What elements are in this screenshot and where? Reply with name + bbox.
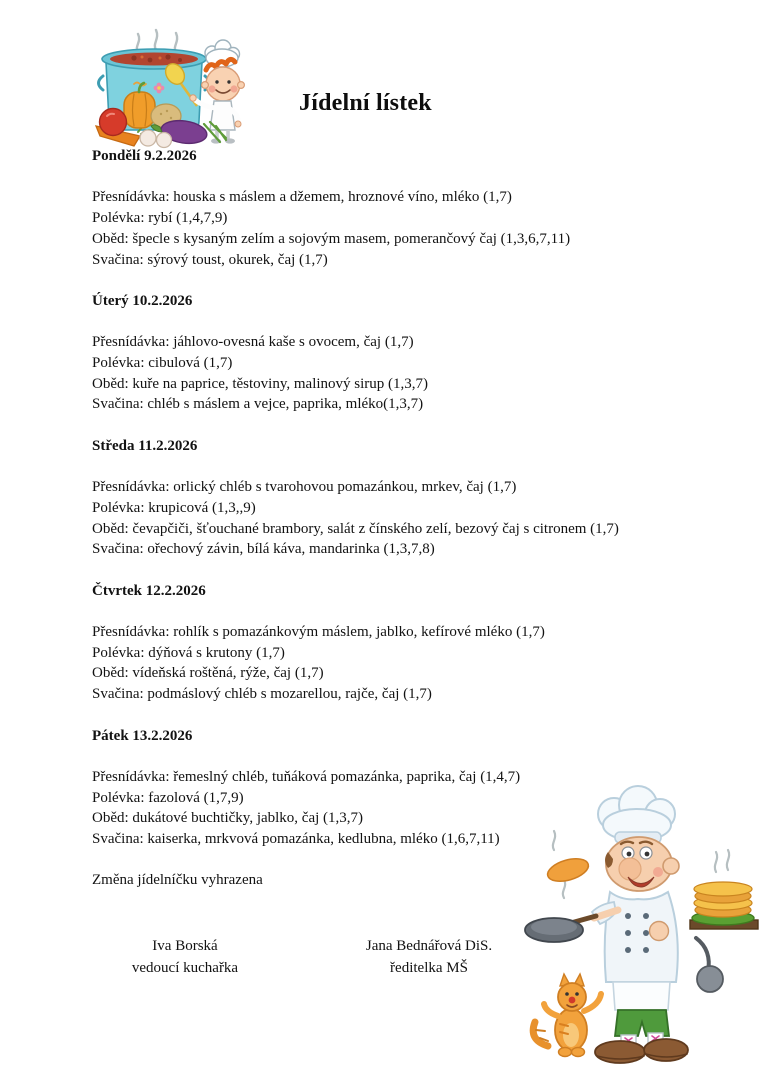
menu-line: Přesnídávka: houska s máslem a džemem, hroznové víno, mléko (1,7) — [92, 189, 512, 206]
day-heading: Pondělí 9.2.2026 — [92, 148, 197, 164]
soup-pot-child-chef-illustration — [84, 26, 250, 149]
menu-line: Oběd: vídeňská roštěná, rýže, čaj (1,7) — [92, 665, 324, 682]
menu-line: Oběd: dukátové buchtičky, jablko, čaj (1,3,7) — [92, 810, 364, 827]
menu-line: Polévka: dýňová s krutony (1,7) — [92, 644, 285, 661]
signature-name: Jana Bednářová DiS. — [365, 938, 493, 954]
cat — [533, 974, 601, 1057]
menu-line: Svačina: sýrový toust, okurek, čaj (1,7) — [92, 251, 328, 268]
menu-line: Oběd: čevapčiči, šťouchané brambory, salát z čínského zelí, bezový čaj s citronem (1,7) — [92, 520, 619, 537]
page-title: Jídelní lístek — [299, 90, 432, 116]
menu-line: Svačina: kaiserka, mrkvová pomazánka, kedlubna, mléko (1,6,7,11) — [92, 831, 500, 848]
menu-line: Polévka: rybí (1,4,7,9) — [92, 210, 228, 227]
day-heading: Úterý 10.2.2026 — [92, 292, 193, 309]
menu-line: Polévka: fazolová (1,7,9) — [92, 789, 244, 806]
menu-line: Přesnídávka: orlický chléb s tvarohovou pomazánkou, mrkev, čaj (1,7) — [92, 479, 517, 496]
menu-line: Svačina: ořechový závin, bílá káva, mandarinka (1,3,7,8) — [92, 541, 435, 558]
menu-line: Přesnídávka: rohlík s pomazánkovým máslem, jablko, kefírové mléko (1,7) — [92, 624, 545, 641]
signature-role: vedoucí kuchařka — [131, 959, 239, 976]
menu-line: Oběd: kuře na paprice, těstoviny, malinový sirup (1,3,7) — [92, 375, 429, 392]
menu-line: Oběd: špecle s kysaným zelím a sojovým masem, pomerančový čaj (1,3,6,7,11) — [92, 230, 571, 247]
menu-day-tuesday — [92, 291, 692, 415]
menu-line: Polévka: krupicová (1,3,,9) — [92, 499, 256, 516]
day-heading: Středa 11.2.2026 — [92, 437, 198, 454]
chef-illustration-svg — [518, 780, 765, 1070]
menu-line: Polévka: cibulová (1,7) — [92, 354, 233, 371]
day-heading: Čtvrtek 12.2.2026 — [92, 582, 206, 599]
menu-day-wednesday — [92, 436, 692, 560]
menu-line: Svačina: podmáslový chléb s mozarellou, rajče, čaj (1,7) — [92, 686, 432, 703]
menu-line: Svačina: chléb s máslem a vejce, paprika, mléko(1,3,7) — [92, 396, 424, 413]
menu-day-thursday — [92, 581, 692, 705]
signature-cook — [95, 936, 275, 979]
signature-name: Iva Borská — [152, 938, 218, 954]
chef-pancake-cat-illustration — [518, 780, 765, 1070]
menu-day-monday — [92, 146, 692, 270]
menu-line: Přesnídávka: jáhlovo-ovesná kaše s ovocem, čaj (1,7) — [92, 334, 414, 351]
soup-pot-illustration-svg — [84, 26, 250, 149]
signature-director — [339, 936, 519, 979]
day-heading: Pátek 13.2.2026 — [92, 727, 193, 744]
signature-role: ředitelka MŠ — [390, 959, 468, 976]
menu-line: Přesnídávka: řemeslný chléb, tuňáková pomazánka, paprika, čaj (1,4,7) — [92, 768, 521, 785]
menu-change-note: Změna jídelníčku vyhrazena — [92, 872, 263, 889]
